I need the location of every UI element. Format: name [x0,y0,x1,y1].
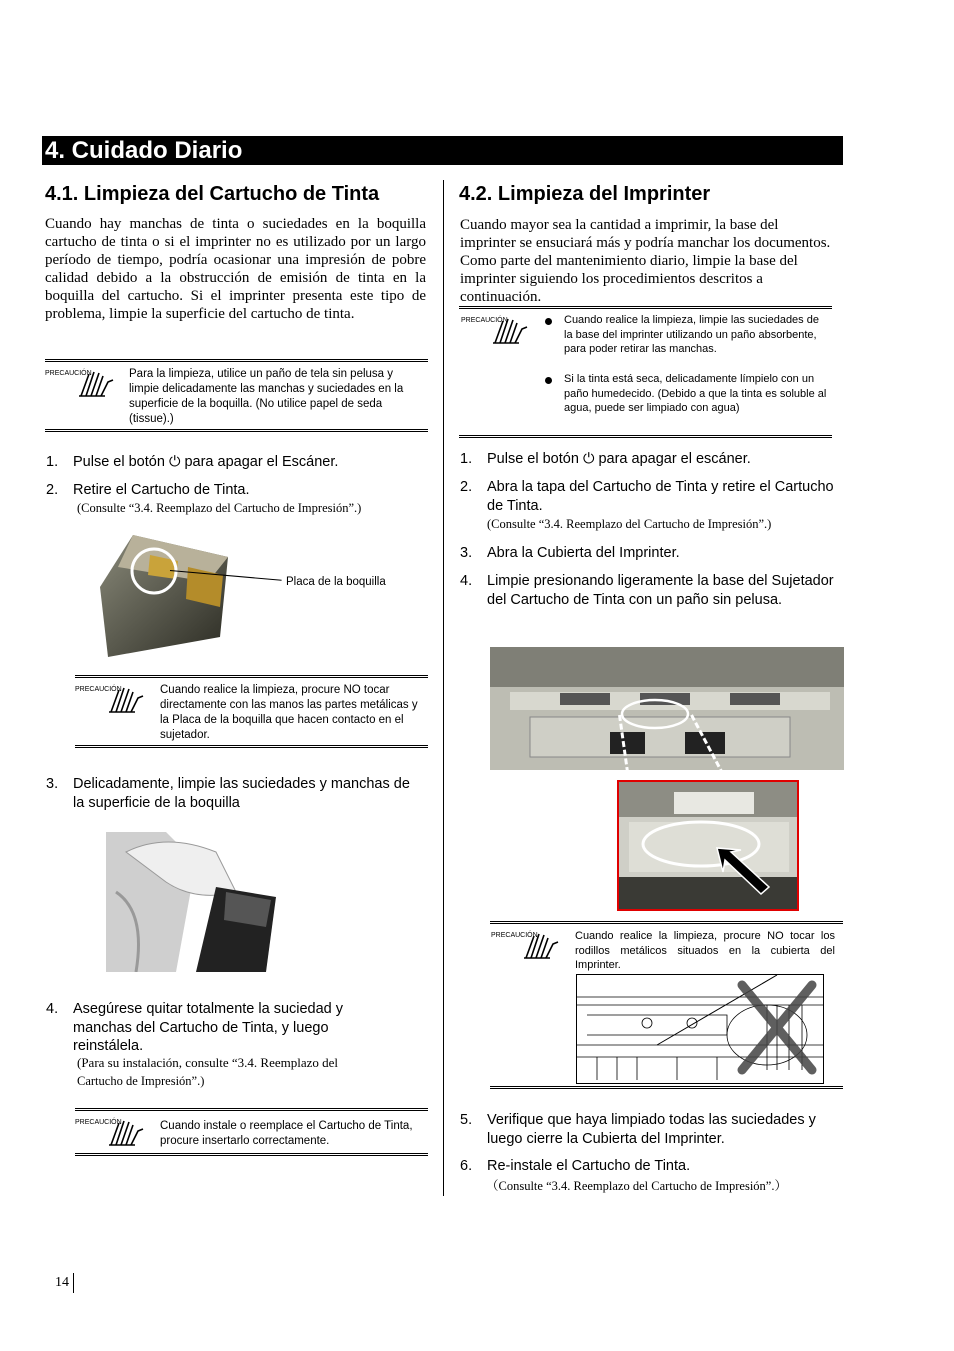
intro-paragraph-right: Cuando mayor sea la cantidad a imprimir, la base del imprinter se ensuciará más y podría manchar los documentos. Como parte del mantenimiento diario, limpie la base del imprinter siguiendo los procedimientos descritos a continuación. [460,217,831,305]
step-text: Pulse el botón [73,454,169,470]
caution-text: Cuando realice la limpieza, procure NO tocar los rodillos metálicos situados en la cubierta del Imprinter. [575,930,835,971]
step-text: para apagar el Escáner. [180,454,339,470]
reference-note: (Consulte “3.4. Reemplazo del Cartucho de Impresión”.) [77,501,362,515]
hand-caution-icon [520,928,562,967]
step-text: Retire el Cartucho de Tinta. [73,482,250,498]
caution-box-no-touch [75,675,428,748]
step-number: 2. [46,482,59,498]
power-icon: ⏻ [582,451,595,467]
caution-bullet-text: Si la tinta está seca, delicadamente límpielo con un paño humedecido. (Debido a que la tinta es soluble al agua, puede ser limpiado con agua) [564,373,827,414]
step-text: Limpie presionando ligeramente la base del Sujetador del Cartucho de Tinta con un paño sin pelusa. [487,573,834,608]
caution-text: Cuando realice la limpieza, procure NO tocar directamente con las manos las partes metálicas y la Placa de la boquilla que hacen contacto en el sujetador. [160,684,418,741]
reference-note: (Consulte “3.4. Reemplazo del Cartucho de Impresión”.) [487,517,772,531]
step-text: Re-instale el Cartucho de Tinta. [487,1158,691,1174]
caution-label: PRECAUCIÓN [461,317,508,324]
caution-box-install [75,1108,428,1156]
caution-box-metal-rollers [490,921,843,1089]
cleaning-nozzle-photo [106,832,278,972]
left-step-3 [46,775,426,815]
right-step-1 [460,450,840,470]
chapter-title: 4. Cuidado Diario [42,136,843,165]
page-number: 14 [55,1275,69,1290]
caution-bullet-text: Cuando realice la limpieza, limpie las suciedades de la base del imprinter utilizando un paño absorbente, para poder retirar las manchas. [564,314,819,355]
caution-text: Cuando instale o reemplace el Cartucho de Tinta, procure insertarlo correctamente. [160,1120,413,1147]
right-step-4 [460,572,840,628]
right-step-6 [460,1157,840,1177]
step-number: 5. [460,1112,473,1128]
nozzle-plate-label: Placa de la boquilla [286,576,386,588]
right-step-5 [460,1111,840,1149]
step-text: para apagar el escáner. [594,451,751,467]
caution-label: PRECAUCIÓN [45,370,92,377]
column-divider [443,180,444,1196]
right-step-2 [460,478,840,516]
step-text: Abra la Cubierta del Imprinter. [487,545,680,561]
caution-box-absorbent-cloth [459,306,832,438]
step-number: 4. [460,573,473,589]
imprinter-zoom-photo [617,780,799,911]
caution-label: PRECAUCIÓN [75,686,122,693]
step-number: 1. [46,454,59,470]
step-text: Abra la tapa del Cartucho de Tinta y retire el Cartucho de Tinta. [487,479,834,514]
caution-label: PRECAUCIÓN [491,932,538,939]
step-number: 4. [46,1001,59,1017]
right-step-3 [460,544,840,564]
reference-note-line2: Cartucho de Impresión”.) [77,1074,205,1088]
caution-text: Para la limpieza, utilice un paño de tela sin pelusa y limpie delicadamente las manchas y suciedades en la superficie de la boquilla. (No utilice papel de seda (tissue).) [129,368,404,425]
step-number: 3. [46,776,59,792]
step-text: Delicadamente, limpie las suciedades y manchas de la superficie de la boquilla [73,776,410,811]
left-step-1 [46,453,426,473]
reference-note-line1: (Para su instalación, consulte “3.4. Reemplazo del [77,1055,339,1070]
step-text: Pulse el botón [487,451,583,467]
step-text: Verifique que haya limpiado todas las suciedades y luego cierre la Cubierta del Imprinter. [487,1112,816,1147]
step-number: 1. [460,451,473,467]
step-number: 2. [460,479,473,495]
bullet-icon [545,318,552,325]
hand-caution-icon [75,366,117,405]
section-title-ink-cartridge: 4.1. Limpieza del Cartucho de Tinta [45,183,380,205]
left-step-2 [46,481,426,501]
power-icon: ⏻ [168,454,181,470]
caution-label: PRECAUCIÓN [75,1119,122,1126]
hand-caution-icon [105,1115,147,1154]
step-number: 3. [460,545,473,561]
rollers-diagram [576,974,824,1084]
intro-paragraph-left: Cuando hay manchas de tinta o suciedades en la boquilla cartucho de tinta o si el imprinter no es utilizado por un largo período de tiempo, podría ocasionar una impresión de pobre calidad debido a la obstrucción de emisión de tinta en la boquilla del cartucho. Si el imprinter presenta este tipo de problema, limpie la superficie del cartucho de tinta. [45,216,426,322]
imprinter-interior-photo [490,647,844,770]
left-step-4 [46,1000,426,1056]
section-title-imprinter: 4.2. Limpieza del Imprinter [459,183,711,205]
step-number: 6. [460,1158,473,1174]
bullet-icon [545,377,552,384]
hand-caution-icon [489,313,531,352]
page-number-separator [73,1273,74,1293]
reference-note: （Consulte “3.4. Reemplazo del Cartucho de Impresión”.） [486,1179,787,1193]
ink-cartridge-photo [88,527,238,667]
hand-caution-icon [105,682,147,721]
caution-box-cleaning-cloth [45,359,428,432]
step-text: Asegúrese quitar totalmente la suciedad y manchas del Cartucho de Tinta, y luego reinstálela. [73,1001,344,1054]
